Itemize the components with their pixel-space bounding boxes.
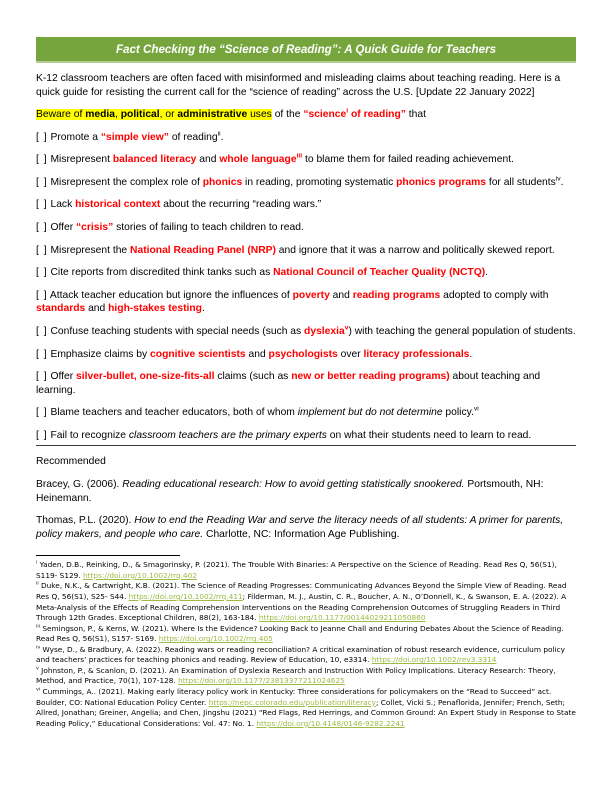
text-segment: ; Collet, Vicki S.; Penaflorida, Jennifer; French, Seth; Allred, Jonathan; Greiner, Angelia; and Chen, Jingshu (2021) “Red Flags, Red Herrings, and Common Ground: An Expert Study in Response to State Reading Policy,” Educational Considerations: Vol. 47: No. 1. (36, 697, 576, 728)
footnote-reference-mark: v (344, 324, 349, 332)
checklist-item (36, 325, 576, 339)
text-segment: Cummings, A.. (2021). Making early literacy policy work in Kentucky: Three considerations for policymakers on the “Read to Succeed” act. Boulder, CO: National Education Policy Center. (36, 687, 552, 707)
text-segment: Portsmouth, NH: Heinemann. (36, 478, 544, 504)
text-segment: implement but do not determine (297, 407, 443, 419)
text-segment: Lack (50, 199, 76, 211)
text-segment: . (201, 303, 205, 315)
text-segment: stories of failing to teach children to read. (113, 222, 304, 234)
text-segment: Bracey, G. (2006). (36, 478, 123, 490)
footnote-marker: ii (36, 581, 39, 587)
text-segment: media (85, 109, 115, 121)
text-segment: of reading (168, 131, 218, 143)
text-segment: claims (such as (214, 371, 292, 383)
text-segment: high-stakes testing (108, 303, 202, 315)
footnote (36, 581, 576, 623)
text-segment: and (85, 303, 109, 315)
text-segment: that (405, 109, 426, 121)
hyperlink[interactable]: https://doi.org/10.4148/0146-9282.2241 (256, 718, 405, 728)
beware-line (36, 108, 576, 122)
checklist-item (36, 153, 576, 167)
text-segment: Thomas, P.L. (2020). (36, 515, 135, 527)
text-segment: classroom teachers are the primary experts (128, 429, 327, 441)
checkbox-glyph: [ ] (36, 325, 48, 337)
footnote-marker: v (36, 666, 39, 672)
hyperlink[interactable]: https://doi.org/10.1002/rrq.405 (158, 634, 273, 644)
text-segment: . (560, 176, 564, 188)
text-segment: political (120, 109, 160, 121)
checklist (36, 131, 576, 447)
footnote (36, 666, 576, 687)
hyperlink[interactable]: https://doi.org/10.1177/00144029211050860 (258, 613, 426, 623)
text-segment: dyslexia (304, 325, 345, 337)
text-segment: literacy professionals (363, 348, 470, 360)
text-segment: Misrepresent the (50, 244, 131, 256)
text-segment: Blame teachers and teacher educators, both of whom (50, 407, 298, 419)
text-segment: . (469, 348, 473, 360)
checkbox-glyph: [ ] (36, 267, 48, 279)
footnotes-section (36, 560, 576, 729)
reference-entry (36, 478, 576, 505)
hyperlink[interactable]: https://doi.org/10.1002/rev3.3314 (371, 655, 497, 665)
text-segment: phonics programs (396, 176, 486, 188)
text-segment: policy. (442, 407, 474, 419)
text-segment: about teaching and learning. (36, 371, 541, 396)
text-segment: Offer (50, 371, 77, 383)
footnote-separator (36, 555, 180, 556)
checklist-item (36, 266, 576, 280)
footnote (36, 645, 576, 666)
text-segment: administrative (177, 109, 248, 121)
text-segment: “simple view” (100, 131, 169, 143)
intro-paragraph: K-12 classroom teachers are often faced with misinformed and misleading claims about teaching reading. Here is a quick guide for resisting the current call for the “science of reading” across the U.S. [Update 22 January 2022] (36, 73, 561, 98)
checklist-item (36, 221, 576, 235)
text-segment: Emphasize claims by (50, 348, 151, 360)
text-segment: phonics (202, 176, 243, 188)
text-segment: and (245, 348, 269, 360)
checkbox-glyph: [ ] (36, 407, 48, 419)
text-segment: whole language (219, 154, 297, 166)
text-segment: National Council of Teacher Quality (NCTQ) (273, 267, 486, 279)
checklist-item (36, 406, 576, 420)
text-segment: . (220, 131, 224, 143)
text-segment: Misrepresent (50, 154, 113, 166)
checkbox-glyph: [ ] (36, 244, 48, 256)
checklist-item (36, 244, 576, 258)
text-segment: Charlotte, NC: Information Age Publishing. (203, 528, 400, 540)
text-segment: Cite reports from discredited think tanks such as (50, 267, 274, 279)
text-segment: Yaden, D.B., Reinking, D., & Smagorinsky, P. (2021). The Trouble With Binaries: A Perspective on the Science of Reading. Read Res Q, 56(S1), S119- S129. (36, 560, 557, 580)
text-segment: of reading” (348, 109, 406, 121)
text-segment: Attack teacher education but ignore the influences of (49, 289, 293, 301)
checkbox-glyph: [ ] (36, 176, 48, 188)
checklist-item (36, 429, 576, 447)
text-segment: . (485, 267, 489, 279)
text-segment: to blame them for failed reading achievement. (302, 154, 514, 166)
checkbox-glyph: [ ] (36, 222, 48, 234)
footnote-reference-mark: i (346, 107, 349, 115)
hyperlink[interactable]: https://doi.org/10.1177/23813377211024625 (178, 676, 345, 686)
text-segment: “crisis” (76, 222, 114, 234)
text-segment: Reading educational research: How to avoid getting statistically snookered. (122, 478, 465, 490)
checkbox-glyph: [ ] (36, 289, 48, 301)
text-segment: new or better reading programs) (291, 371, 450, 383)
footnote-reference-mark: iii (296, 152, 303, 160)
checklist-item (36, 348, 576, 362)
text-segment: Confuse teaching students with special needs (such as (50, 325, 305, 337)
recommended-references (36, 478, 576, 541)
footnote-marker: iv (36, 645, 41, 651)
text-segment: for all students (485, 176, 556, 188)
footnote-reference-mark: vi (473, 405, 479, 413)
footnote-reference-mark: iv (555, 175, 561, 183)
text-segment: , or (159, 109, 178, 121)
checkbox-glyph: [ ] (36, 348, 48, 360)
document-title-bar (36, 37, 576, 63)
checkbox-glyph: [ ] (36, 429, 48, 441)
footnote-marker: iii (36, 624, 40, 630)
text-segment: psychologists (268, 348, 338, 360)
text-segment: cognitive scientists (150, 348, 246, 360)
checklist-item (36, 370, 576, 397)
text-segment: poverty (292, 289, 330, 301)
checklist-item (36, 131, 576, 145)
text-segment: over (337, 348, 364, 360)
text-segment: Misrepresent the complex role of (50, 176, 203, 188)
text-segment: Duke, N.K., & Cartwright, K.B. (2021). The Science of Reading Progresses: Communicating Advances Beyond the Simple View of Reading. Read Res Q, 56(S1), S25- S44. (36, 581, 567, 601)
text-segment: Semingson, P., & Kerns, W. (2021). Where Is the Evidence? Looking Back to Jeanne Chall and Enduring Debates About the Science of Reading. Read Res Q, 56(S1), S157- S169. (36, 623, 564, 644)
footnote (36, 624, 576, 645)
text-segment: Offer (50, 222, 77, 234)
text-segment: Fail to recognize (50, 429, 129, 441)
checklist-item (36, 289, 576, 316)
text-segment: ; Filderman, M. J., Austin, C. R., Boucher, A. N., O’Donnell, K., & Swanson, E. A. (2022). A Meta-Analysis of the Effects of Reading Comprehension Interventions on the Reading Comprehension Outcomes of Struggling Readers in Third Through 12th Grades. Exceptional Children, 88(2), 163-184. (36, 591, 567, 623)
text-segment: uses (247, 109, 272, 121)
checklist-item (36, 198, 576, 212)
footnote (36, 687, 576, 729)
text-segment: ) with teaching the general population of students. (348, 325, 576, 337)
text-segment: Promote a (50, 131, 101, 143)
recommended-heading: Recommended (36, 456, 106, 468)
hyperlink[interactable]: https://doi.org/10.1002/rrq.411 (128, 591, 243, 601)
text-segment: How to end the Reading War and serve the literacy needs of all students: A primer for parents, policy makers, and people who care. (36, 515, 564, 540)
text-segment: balanced literacy (112, 154, 197, 166)
text-segment: National Reading Panel (NRP) (130, 244, 276, 256)
text-segment: and ignore that it was a narrow and politically skewed report. (275, 244, 555, 256)
text-segment: , (115, 109, 121, 121)
page-title: Fact Checking the “Science of Reading”: A Quick Guide for Teachers (115, 43, 497, 56)
checkbox-glyph: [ ] (36, 131, 48, 143)
checkbox-glyph: [ ] (36, 371, 48, 383)
footnote-marker: vi (36, 687, 41, 693)
footnote-marker: i (36, 560, 38, 566)
text-segment: “science (303, 109, 347, 121)
text-segment: on what their students need to learn to read. (326, 429, 532, 441)
hyperlink[interactable]: https://nepc.colorado.edu/publication/literacy (208, 697, 376, 707)
text-segment: standards (36, 303, 86, 315)
text-segment: about the recurring “reading wars.” (160, 199, 322, 211)
text-segment: reading programs (352, 289, 441, 301)
footnote-reference-mark: ii (217, 130, 221, 138)
reference-entry (36, 514, 576, 541)
text-segment: Johnston, P., & Scanlon, D. (2021). An Examination of Dyslexia Research and Instruction With Policy Implications. Literacy Research: Theory, Method, and Practice, 70(1), 107-128. (36, 665, 556, 686)
checkbox-glyph: [ ] (36, 154, 48, 166)
text-segment: of the (271, 109, 304, 121)
text-segment: in reading, promoting systematic (242, 176, 397, 188)
text-segment: silver-bullet, one-size-fits-all (76, 371, 215, 383)
text-segment: adopted to comply with (440, 289, 549, 301)
text-segment: Beware of (36, 109, 86, 121)
footnote (36, 560, 576, 581)
checkbox-glyph: [ ] (36, 199, 48, 211)
text-segment: historical context (75, 199, 161, 211)
text-segment: and (196, 154, 220, 166)
checklist-item (36, 176, 576, 190)
text-segment: and (329, 289, 353, 301)
text-segment: Wyse, D., & Bradbury, A. (2022). Reading wars or reading reconciliation? A critical examination of robust research evidence, curriculum policy and teachers’ practices for teaching phonics and reading. Review of Education, 10, e3314. (36, 644, 565, 665)
hyperlink[interactable]: https://doi.org/10.1002/rrq.402 (83, 570, 198, 580)
